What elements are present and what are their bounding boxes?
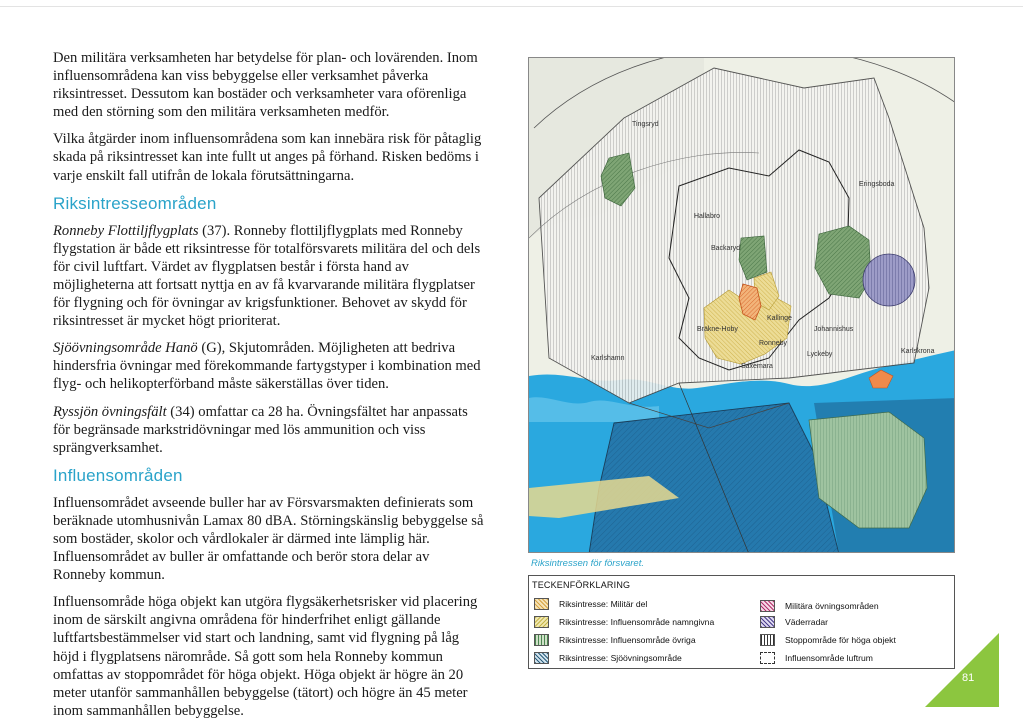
weather-radar-circle [863,254,915,306]
hano-name: Sjöövningsområde Hanö [53,340,198,357]
label-eringsboda: Eringsboda [859,181,895,188]
page-corner-triangle [925,633,999,707]
legend-item-sea [534,652,682,664]
legend-label-radar: Väderradar [785,617,828,627]
legend-swatch-stop [760,634,775,646]
legend-swatch-airspace [760,652,775,664]
legend-label-exercise: Militära övningsområden [785,601,879,611]
legend-label-airspace: Influensområde luftrum [785,653,873,663]
heading-influensomraden: Influensområden [53,465,183,485]
paragraph-military-impact: Den militära verksamheten har betydelse för plan- och lovärenden. Inom influensområdena kan viss bebyggelse eller verksamhet påverka riksintresset. Dessutom kan bostäder och verksamheter vara oförenliga med den störning som den militära verksamheten medför. [53,50,478,121]
legend-title: TECKENFÖRKLARING [532,580,631,590]
paragraph-tall-objects: Influensområde höga objekt kan utgöra flygsäkerhetsrisker vid placering inom de särskilt angivna områdena för hinderfrihet enligt gällande luftfartsbestämmelser vid start och landning, samt vid flygning på låg höjd i flygplatsens närområde. Så gott som hela Ronneby kommun omfattas av stoppområdet för höga objekt. Höga objekt är högre än 20 meter utanför sammanhållen bebyggelse (tätort) och högre än 45 meter inom sammanhållen bebyggelse. [53,594,478,719]
legend-label-military: Riksintresse: Militär del [559,599,648,609]
paragraph-measures: Vilka åtgärder inom influensområdena som kan innebära risk för påtaglig skada på riksintresset kan inte fullt ut anges på förhand. Risken bedöms i varje enskilt fall utifrån de lokala förutsättningarna. [53,131,482,184]
legend-item-other [534,634,696,646]
map-graphic [529,58,955,553]
paragraph-hano [53,339,485,393]
label-tingsryd: Tingsryd [632,121,659,128]
legend-label-named: Riksintresse: Influensområde namngivna [559,617,715,627]
label-brakne-hoby: Bräkne-Hoby [697,326,738,333]
defence-interest-map [528,57,955,553]
hano-text: (G), Skjutområden. Möjligheten att bedriva hindersfria övningar med förekommande fartygstyper i kombination med flyg- och helikopterförband måste säkerställas över tiden. [53,340,481,393]
paragraph-ryssjon [53,403,485,457]
legend-swatch-exercise [760,600,775,612]
label-karlskrona: Karlskrona [901,348,935,355]
legend-swatch-radar [760,616,775,628]
label-johannishus: Johannishus [814,326,854,333]
label-saxemara: Saxemara [741,363,773,370]
legend-item-exercise [760,600,879,612]
ryssjon-text: (34) omfattar ca 28 ha. Övningsfältet har anpassats för begränsade markstridövningar med lös ammunition och viss sprängverksamhet. [53,403,468,456]
page-number: 81 [962,672,975,684]
legend-swatch-sea [534,652,549,664]
legend-item-stop [760,634,896,646]
body-text-column [53,49,485,725]
paragraph-noise-influence: Influensområdet avseende buller har av Försvarsmakten definierats som beräknade utomhusnivån Lamax 80 dBA. Störningskänslig bebyggelse så som bostäder, skolor och vårdlokaler är därmed inte lämplig här. Influensområdet av buller är omfattande och berör stora delar av Ronneby kommun. [53,494,484,584]
map-caption: Riksintressen för försvaret. [531,558,644,569]
legend-item-radar [760,616,828,628]
heading-riksintresseomraden: Riksintresseområden [53,193,217,213]
legend-item-named [534,616,714,628]
legend-swatch-military [534,598,549,610]
label-karlshamn: Karlshamn [591,355,625,362]
legend-item-military [534,598,647,610]
legend-label-sea: Riksintresse: Sjöövningsområde [559,653,682,663]
map-legend [528,575,955,669]
legend-item-airspace [760,652,873,664]
legend-swatch-named [534,616,549,628]
legend-swatch-other [534,634,549,646]
legend-label-other: Riksintresse: Influensområde övriga [559,635,696,645]
label-hallabro: Hallabro [694,213,721,220]
paragraph-ronneby-airport [53,222,485,331]
top-rule [0,6,1023,7]
ronneby-airport-text: (37). Ronneby flottiljflygplats med Ronneby flygstation är både ett riksintresse för totalförsvarets militära del och dels för civil luftfart. Värdet av flygplatsen består i första hand av möjligheterna att fortsatt nyttja en av få kvarvarande militära flygplatser för flygning och för övningar av krigsfunktioner. Behovet av skydd för riksintresset är mycket högt prioriterat. [53,222,481,330]
ronneby-airport-name: Ronneby Flottiljflygplats [53,222,199,239]
legend-label-stop: Stoppområde för höga objekt [785,635,896,645]
label-lyckeby: Lyckeby [807,351,833,358]
label-ronneby: Ronneby [759,340,788,347]
label-backaryd: Backaryd [711,245,741,252]
label-kallinge: Kallinge [767,315,792,322]
ryssjon-name: Ryssjön övningsfält [53,403,167,420]
